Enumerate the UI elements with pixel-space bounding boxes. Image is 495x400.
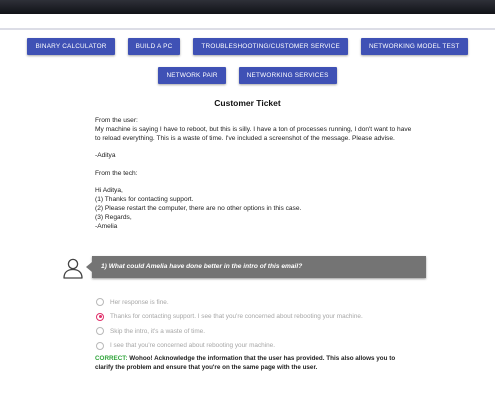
answer-option-label: Her response is fine. bbox=[110, 298, 169, 306]
nav-button-network-pair[interactable]: NETWORK PAIR bbox=[158, 67, 225, 84]
tech-line-2: (2) Please restart the computer, there are no other options in this case. bbox=[95, 204, 302, 212]
tech-signoff: -Amelia bbox=[95, 222, 118, 230]
page-title: Customer Ticket bbox=[214, 98, 281, 108]
nav-row-secondary bbox=[0, 67, 495, 84]
answer-option[interactable] bbox=[96, 324, 426, 339]
browser-top-bar bbox=[0, 0, 495, 14]
header-divider bbox=[0, 28, 495, 30]
radio-button[interactable] bbox=[96, 327, 104, 335]
ticket-body bbox=[95, 117, 415, 231]
nav-button-networking-model-test[interactable]: NETWORKING MODEL TEST bbox=[361, 38, 467, 55]
tech-heading: From the tech: bbox=[95, 169, 138, 177]
answer-option[interactable] bbox=[96, 295, 426, 310]
question-text: 1) What could Amelia have done better in the intro of this email? bbox=[92, 256, 426, 278]
tech-line-3: (3) Regards, bbox=[95, 213, 132, 221]
nav-button-binary-calculator[interactable]: BINARY CALCULATOR bbox=[27, 38, 114, 55]
answer-option[interactable] bbox=[96, 310, 426, 325]
nav-button-networking-services[interactable]: NETWORKING SERVICES bbox=[239, 67, 337, 84]
user-outline-icon bbox=[62, 257, 84, 279]
nav-button-troubleshooting[interactable]: TROUBLESHOOTING/CUSTOMER SERVICE bbox=[193, 38, 348, 55]
tech-greeting: Hi Aditya, bbox=[95, 187, 123, 195]
feedback-message bbox=[95, 355, 415, 372]
answer-options bbox=[96, 295, 426, 353]
radio-button-selected[interactable] bbox=[96, 313, 104, 321]
question-block bbox=[62, 256, 427, 280]
answer-option-label: Skip the intro, it's a waste of time. bbox=[110, 327, 205, 335]
feedback-text: Wohoo! Acknowledge the information that the user has provided. This also allows you to clarify the problem and ensure that you're on the same page with the user. bbox=[95, 355, 396, 371]
feedback-status: CORRECT: bbox=[95, 355, 128, 362]
answer-option[interactable] bbox=[96, 339, 426, 354]
nav-button-build-a-pc[interactable]: BUILD A PC bbox=[128, 38, 181, 55]
user-message: My machine is saying I have to reboot, but this is silly. I have a ton of processes running, I don't want to have to reload everything. This is a waste of time. I've included a screenshot of the message. Please advise. bbox=[95, 125, 412, 142]
radio-button[interactable] bbox=[96, 298, 104, 306]
nav-row-primary bbox=[0, 38, 495, 55]
answer-option-label: I see that you're concerned about rebooting your machine. bbox=[110, 342, 275, 350]
user-signoff: -Aditya bbox=[95, 152, 116, 160]
answer-option-label: Thanks for contacting support. I see that you're concerned about rebooting your machine. bbox=[110, 313, 363, 321]
tech-line-1: (1) Thanks for contacting support. bbox=[95, 196, 194, 204]
radio-button[interactable] bbox=[96, 342, 104, 350]
user-heading: From the user: bbox=[95, 117, 138, 124]
